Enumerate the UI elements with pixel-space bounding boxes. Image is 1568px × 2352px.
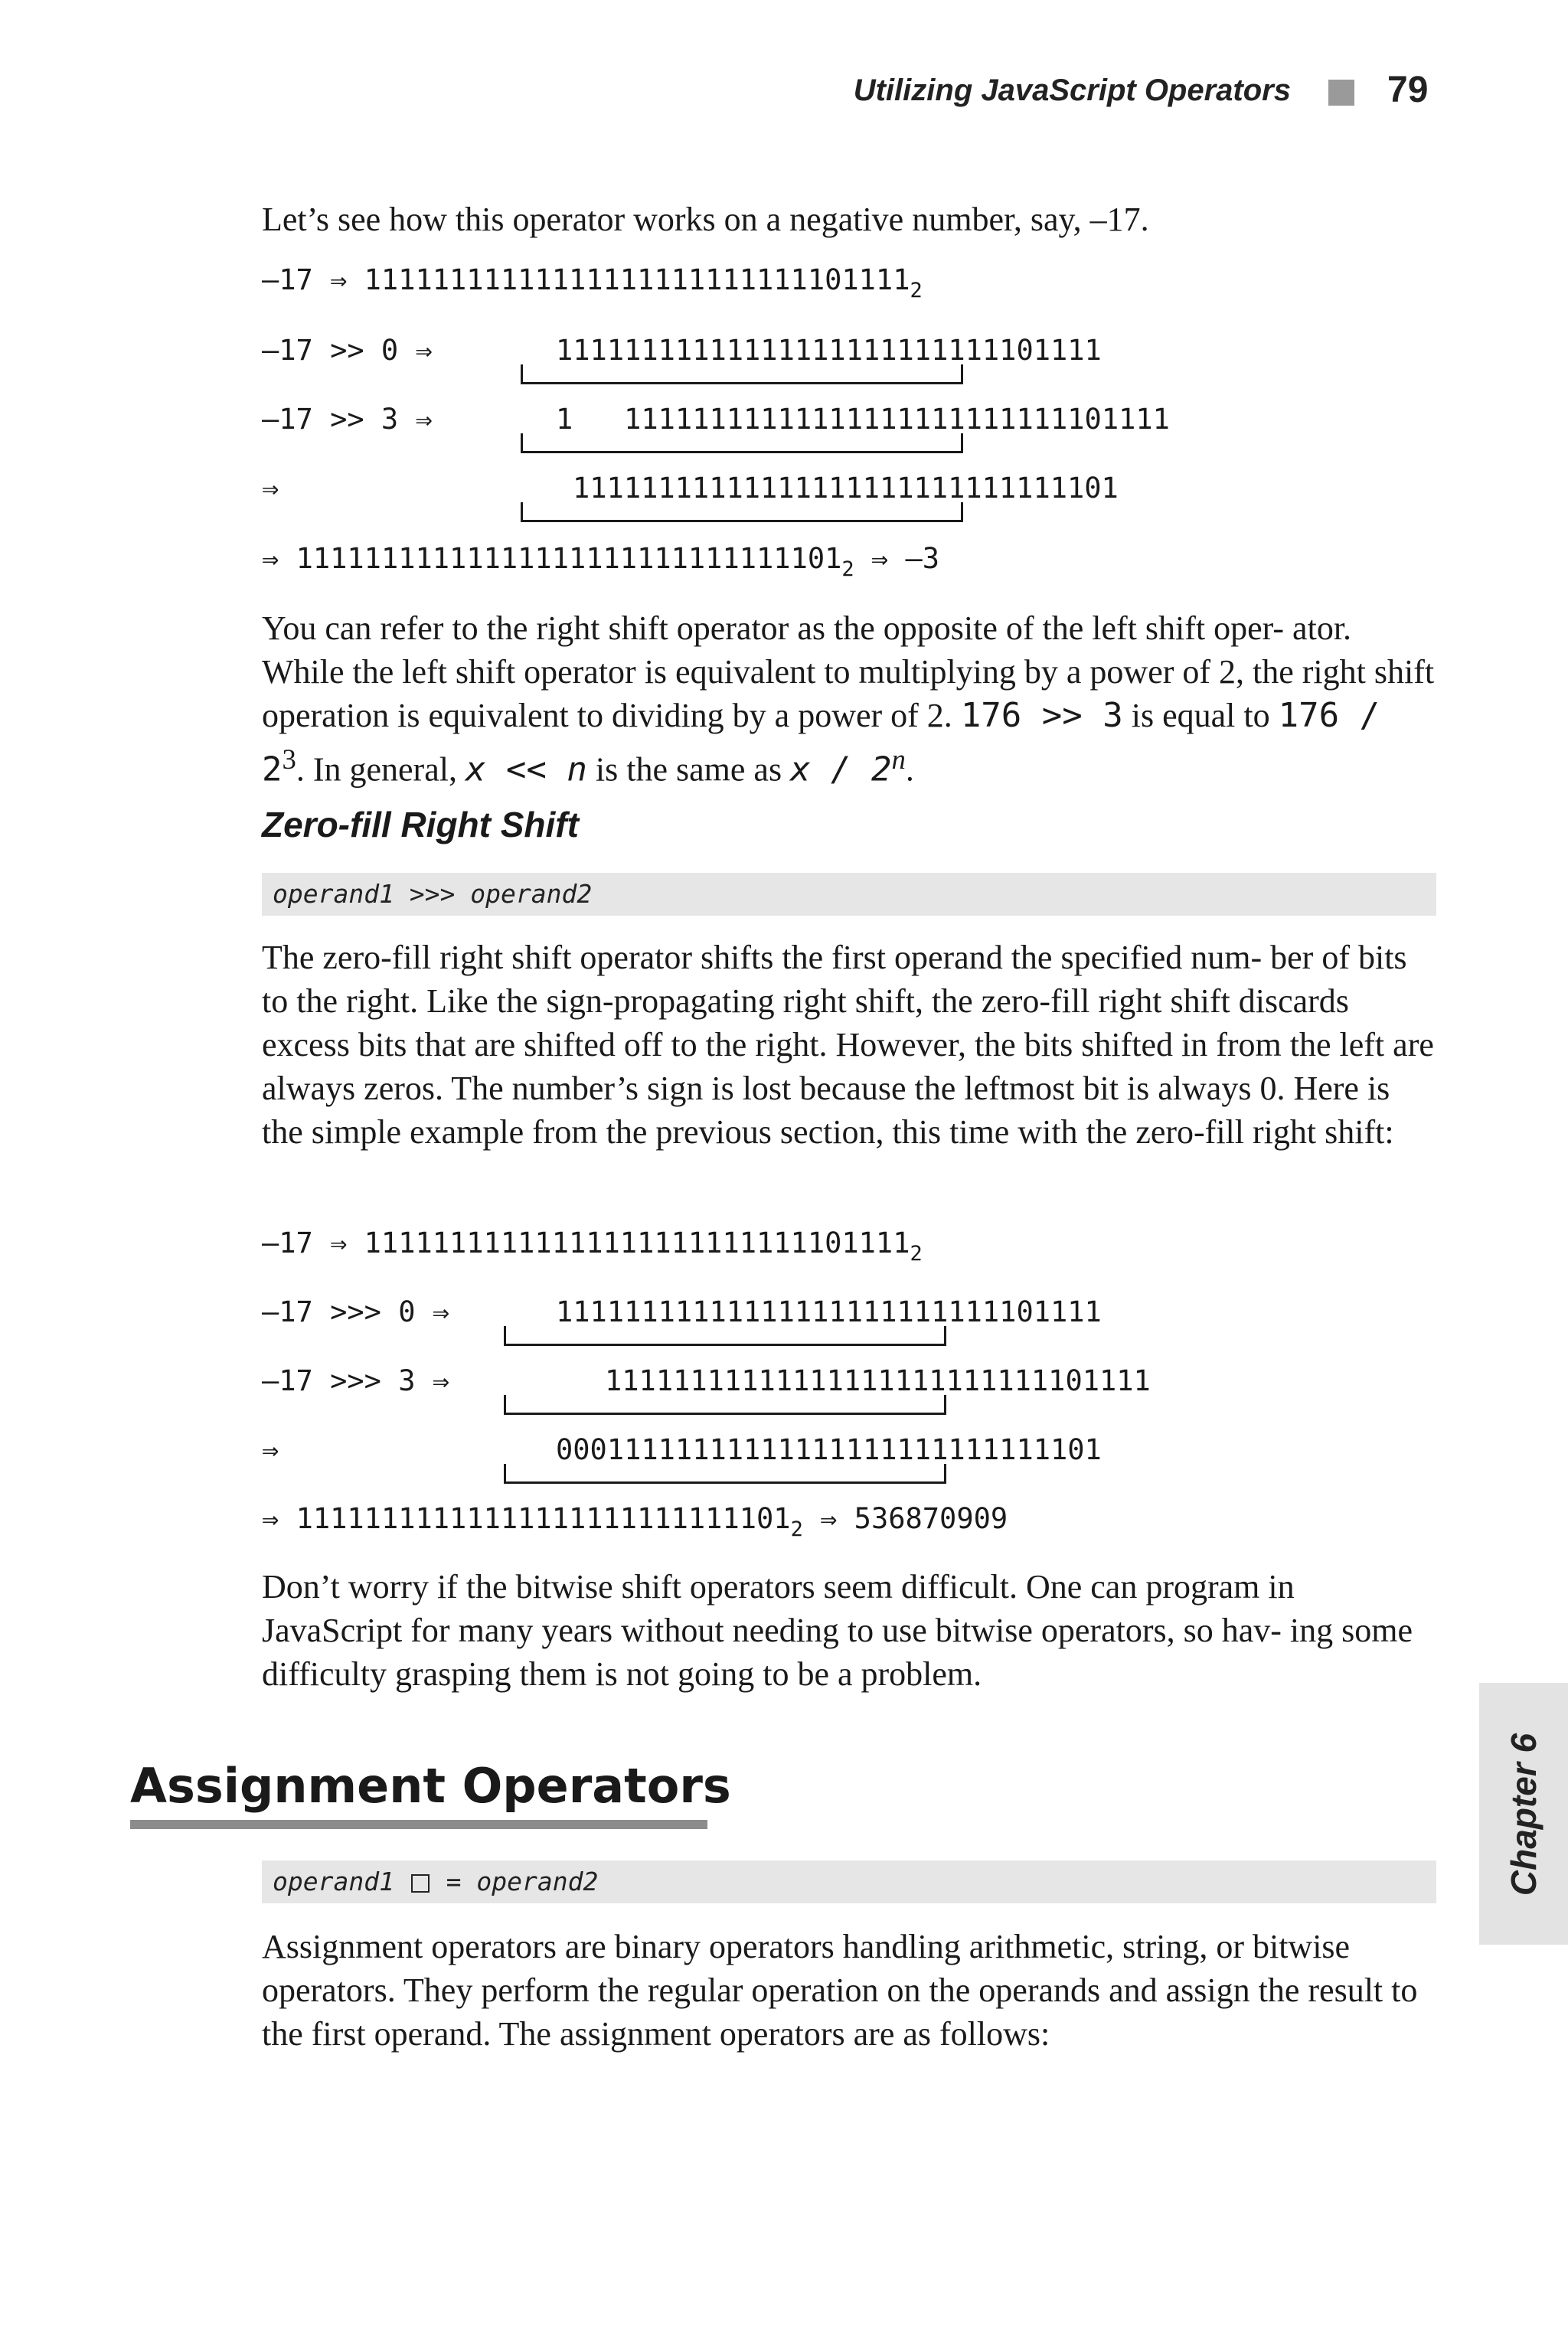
rs-exp-2: n — [891, 743, 906, 775]
ex1-bracket-3 — [521, 433, 963, 453]
ex1-line-5-bits: 11111111111111111111111111111101 — [296, 542, 842, 575]
ex2-bracket-4 — [504, 1464, 946, 1484]
ex2-bracket-3 — [504, 1395, 946, 1415]
ex1-line-1-label: –17 ⇒ — [262, 263, 364, 296]
ex1-line-1-bits: 11111111111111111111111111101111 — [364, 263, 910, 296]
rs-exp-1: 3 — [282, 743, 296, 775]
ex2-line-1 — [262, 1227, 923, 1271]
zero-fill-heading: Zero-fill Right Shift — [262, 805, 579, 844]
rs-text-2: is equal to — [1122, 697, 1279, 734]
intro-paragraph: Let’s see how this operator works on a negative number, say, –17. — [262, 201, 1149, 238]
rs-code-4: x / 2 — [790, 750, 892, 789]
ex1-line-3-label: –17 >> 3 ⇒ — [262, 403, 433, 436]
rs-text-3: . In general, — [296, 750, 466, 789]
zero-fill-syntax-box: operand1 >>> operand2 — [262, 873, 1436, 916]
chapter-tab-label: Chapter 6 — [1504, 1733, 1544, 1896]
page-number: 79 — [1387, 70, 1429, 110]
ex1-line-1 — [262, 263, 923, 308]
ex2-line-2-label: –17 >>> 0 ⇒ — [262, 1295, 450, 1328]
ex2-line-5-base: 2 — [790, 1517, 803, 1541]
ex1-line-5-result: ⇒ –3 — [854, 542, 940, 575]
ex2-line-4-bits: 00011111111111111111111111111101 — [556, 1433, 1102, 1466]
operator-placeholder-box-icon — [411, 1874, 430, 1893]
ex2-bracket-2 — [504, 1326, 946, 1346]
assignment-operators-heading: Assignment Operators — [130, 1758, 731, 1814]
rs-code-1: 176 >> 3 — [960, 696, 1123, 735]
rs-code-3: x << n — [465, 750, 587, 789]
rs-text-5: . — [905, 750, 914, 789]
ex2-line-4-label: ⇒ — [262, 1433, 279, 1466]
ex1-line-1-base: 2 — [910, 279, 923, 302]
ex2-line-3-label: –17 >>> 3 ⇒ — [262, 1364, 450, 1397]
ex1-line-3-bits: 1 11111111111111111111111111101111 — [556, 403, 1170, 436]
rs-code-2: 176 / 2 — [262, 696, 1380, 789]
ex1-line-5-base: 2 — [841, 557, 854, 581]
section-rule — [130, 1820, 707, 1829]
ex2-line-5-result: ⇒ 536870909 — [802, 1502, 1008, 1535]
right-shift-paragraph — [262, 606, 1435, 792]
ex1-line-4-label: ⇒ — [262, 472, 279, 505]
ex1-bracket-2 — [521, 364, 963, 384]
assignment-paragraph: Assignment operators are binary operators handling arithmetic, string, or bitwise operators. They perform the regular operation on the operands and assign the result to the first operand. The assignment operators are as follows: — [262, 1928, 1418, 2053]
ex2-line-3-bits: 11111111111111111111111111101111 — [605, 1364, 1151, 1397]
rs-text-1: You can refer to the right shift operator as the opposite of the left shift oper- ator. While the left shift operator is equivalent to multiplying by a power of 2, the right shift operation is equivalent to dividing by a power of 2. — [262, 609, 1435, 734]
ex2-line-1-label: –17 ⇒ — [262, 1227, 364, 1259]
ex1-line-5-arrow: ⇒ — [262, 542, 296, 575]
ex1-line-2-bits: 11111111111111111111111111101111 — [556, 334, 1102, 367]
ex2-line-1-base: 2 — [910, 1242, 923, 1266]
ex2-line-1-bits: 11111111111111111111111111101111 — [364, 1227, 910, 1259]
ex2-line-5-arrow: ⇒ — [262, 1502, 296, 1535]
ex1-line-2-label: –17 >> 0 ⇒ — [262, 334, 433, 367]
ex2-line-5-bits: 11111111111111111111111111101 — [296, 1502, 791, 1535]
ex2-line-5 — [262, 1502, 1008, 1547]
ex2-line-2-bits: 11111111111111111111111111101111 — [556, 1295, 1102, 1328]
ex1-bracket-4 — [521, 502, 963, 522]
ex1-line-5 — [262, 542, 939, 586]
ex1-line-4-bits: 11111111111111111111111111111101 — [573, 472, 1119, 505]
header-square-icon — [1328, 80, 1354, 106]
zero-fill-paragraph: The zero-fill right shift operator shifts the first operand the specified num- ber of bits to the right. Like the sign-propagating right shift, the zero-fill right shift discards excess bits that are shifted off to the right. However, the bits shifted in from the left are always zeros. The number’s sign is lost because the leftmost bit is always 0. Here is the simple example from the previous section, this time with the zero-fill right shift: — [262, 939, 1434, 1151]
running-header-title: Utilizing JavaScript Operators — [853, 74, 1291, 107]
assignment-syntax-left: operand1 — [273, 1867, 410, 1896]
assignment-syntax-box — [262, 1860, 1436, 1903]
rs-text-4: is the same as — [586, 750, 791, 789]
closing-paragraph: Don’t worry if the bitwise shift operators seem difficult. One can program in JavaScript for many years without needing to use bitwise operators, so hav- ing some difficulty grasping them is not going to be a problem. — [262, 1568, 1413, 1693]
assignment-syntax-right: = operand2 — [430, 1867, 599, 1896]
